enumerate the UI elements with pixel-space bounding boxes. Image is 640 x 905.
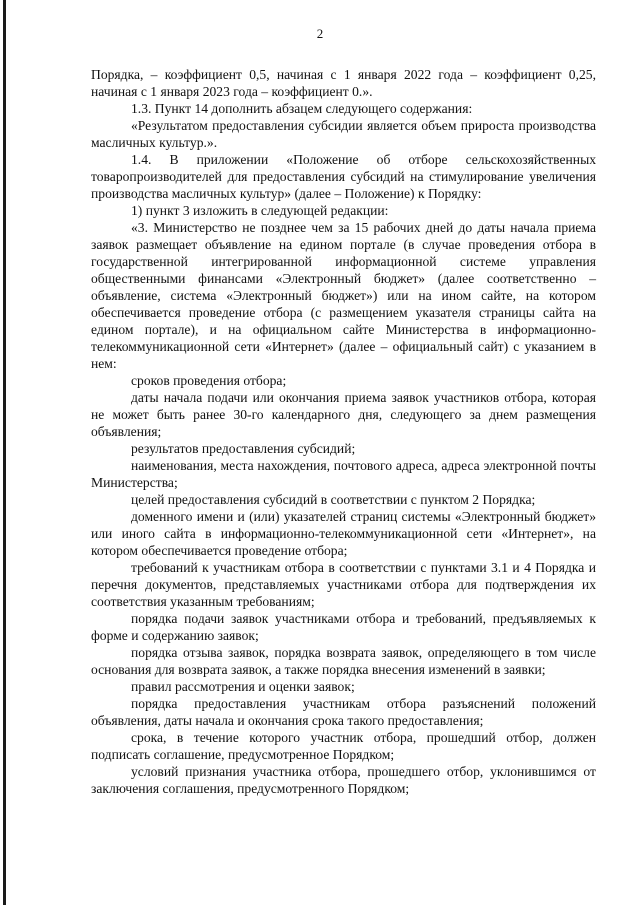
- paragraph: срока, в течение которого участник отбора, прошедший отбор, должен подписать соглашение, предусмотренное Порядком;: [91, 730, 596, 762]
- page-number: 2: [316, 26, 324, 41]
- paragraph: 1.4. В приложении «Положение об отборе сельскохозяйственных товаропроизводителей для предоставления субсидий на стимулирование увеличения производства масличных культур» (далее – Положение) к Порядку:: [91, 152, 596, 201]
- paragraph: правил рассмотрения и оценки заявок;: [131, 679, 355, 694]
- paragraph: доменного имени и (или) указателей страниц системы «Электронный бюджет» или иного сайта в информационно-телекоммуникационной сети «Интернет», на котором обеспечивается проведение отбора;: [91, 509, 596, 558]
- paragraph: «3. Министерство не позднее чем за 15 рабочих дней до даты начала приема заявок размещает объявление на едином портале (в случае проведения отбора в государственной интегрированной информационной системе управления общественными финансами «Электронный бюджет» (далее соответственно – объявление, система «Электронный бюджет») или на ином сайте, на котором обеспечивается проведение отбора (с размещением указателя страницы сайта на едином портале), и на официальном сайте Министерства в информационно-телекоммуникационной сети «Интернет» (далее – официальный сайт) с указанием в нем:: [91, 220, 596, 371]
- paragraph: целей предоставления субсидий в соответствии с пунктом 2 Порядка;: [131, 492, 536, 507]
- paragraph: порядка подачи заявок участниками отбора и требований, предъявляемых к форме и содержанию заявок;: [91, 611, 596, 643]
- paragraph: Порядка, – коэффициент 0,5, начиная с 1 января 2022 года – коэффициент 0,25, начиная с 1 января 2023 года – коэффициент 0.».: [91, 67, 596, 99]
- paragraph: 1) пункт 3 изложить в следующей редакции:: [131, 203, 389, 218]
- paragraph: требований к участникам отбора в соответствии с пунктами 3.1 и 4 Порядка и перечня документов, представляемых участниками отбора для подтверждения их соответствия указанным требованиям;: [91, 560, 596, 609]
- paragraph: 1.3. Пункт 14 дополнить абзацем следующего содержания:: [131, 101, 473, 116]
- document-body: [91, 66, 596, 797]
- paragraph: даты начала подачи или окончания приема заявок участников отбора, которая не может быть ранее 30-го календарного дня, следующего за днем размещения объявления;: [91, 390, 596, 439]
- paragraph: «Результатом предоставления субсидии является объем прироста производства масличных культур.».: [91, 118, 596, 150]
- paragraph: наименования, места нахождения, почтового адреса, адреса электронной почты Министерства;: [91, 458, 596, 490]
- paragraph: порядка отзыва заявок, порядка возврата заявок, определяющего в том числе основания для возврата заявок, а также порядка внесения изменений в заявки;: [91, 645, 596, 677]
- paragraph: порядка предоставления участникам отбора разъяснений положений объявления, даты начала и окончания срока такого предоставления;: [91, 696, 596, 728]
- paragraph: результатов предоставления субсидий;: [131, 441, 356, 456]
- paragraph: условий признания участника отбора, прошедшего отбор, уклонившимся от заключения соглашения, предусмотренного Порядком;: [91, 764, 596, 796]
- paragraph: сроков проведения отбора;: [131, 373, 287, 388]
- page-edge-line: [3, 0, 6, 905]
